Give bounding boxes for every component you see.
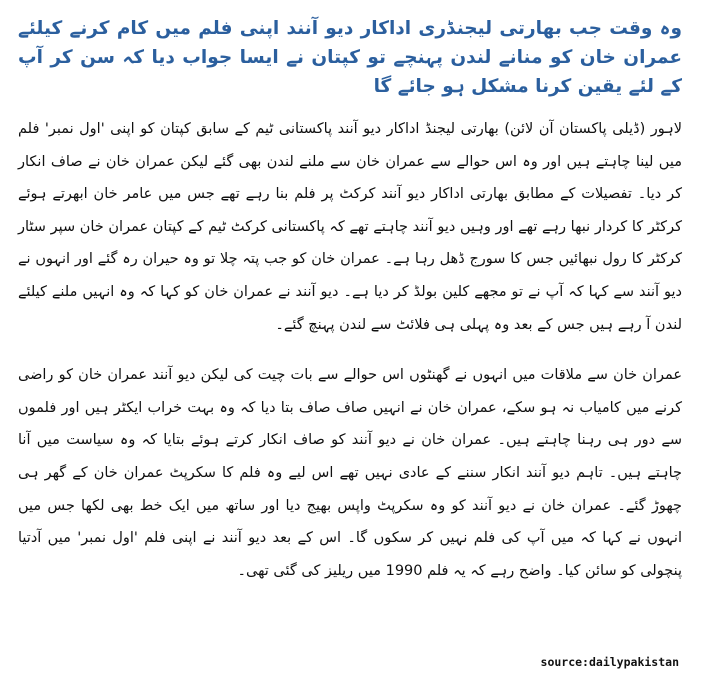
article-paragraph-2: عمران خان سے ملاقات میں انہوں نے گھنٹوں اس حوالے سے بات چیت کی لیکن دیو آنند عمران خان کو راضی کرنے میں کامیاب نہ ہو سکے، عمران خان نے انہیں صاف صاف بتا دیا کہ وہ بہت خراب ایکٹر ہیں اور فلموں سے دور ہی رہنا چاہتے ہیں۔ عمران خان نے دیو آنند کو صاف انکار کرتے ہوئے بتایا کہ وہ سیاست میں آنا چاہتے ہیں۔ تاہم دیو آنند انکار سننے کے عادی نہیں تھے اس لیے وہ فلم کا سکرپٹ عمران خان کے گھر ہی چھوڑ گئے۔ عمران خان نے دیو آنند کو وہ سکرپٹ واپس بھیج دیا اور ساتھ میں ایک خط بھی لکھا جس میں انہوں نے کہا کہ میں آپ کی فلم نہیں کر سکوں گا۔ اس کے بعد دیو آنند نے اپنی فلم 'اول نمبر' میں آدتیا پنچولی کو سائن کیا۔ واضح رہے کہ یہ فلم 1990 میں ریلیز کی گئی تھی۔ [18,367,682,579]
article [18,14,682,587]
article-headline: وہ وقت جب بھارتی لیجنڈری اداکار دیو آنند اپنی فلم میں کام کرنے کیلئے عمران خان کو منانے لندن پہنچے تو کپتان نے ایسا جواب دیا کہ سن کر آپ کے لئے یقین کرنا مشکل ہو جائے گا [18,18,682,97]
article-paragraph-1: لاہور (ڈیلی پاکستان آن لائن) بھارتی لیجنڈ اداکار دیو آنند پاکستانی ٹیم کے سابق کپتان کو اپنی 'اول نمبر' فلم میں لینا چاہتے ہیں اور وہ اس حوالے سے عمران خان سے ملنے لندن بھی گئے لیکن عمران خان نے صاف انکار کر دیا۔ تفصیلات کے مطابق بھارتی اداکار دیو آنند کرکٹ پر فلم بنا رہے تھے جس میں عامر خان ابھرتے ہوئے کرکٹر کا کردار نبھا رہے تھے اور وہیں دیو آنند چاہتے تھے کہ پاکستانی کرکٹ ٹیم کے کپتان عمران خان سپر سٹار کرکٹر کا رول نبھائیں جس کا سورج ڈھل رہا ہے۔ عمران خان کو جب پتہ چلا تو وہ حیران رہ گئے اور انہوں نے دیو آنند سے کہا کہ آپ نے تو مجھے کلین بولڈ کر دیا ہے۔ دیو آنند نے عمران خان کو کہا کہ وہ انہیں ملنے کیلئے لندن آ رہے ہیں جس کے بعد وہ پہلی ہی فلائٹ سے لندن پہنچ گئے۔ [18,121,682,333]
source-credit: source:dailypakistan [540,655,679,669]
